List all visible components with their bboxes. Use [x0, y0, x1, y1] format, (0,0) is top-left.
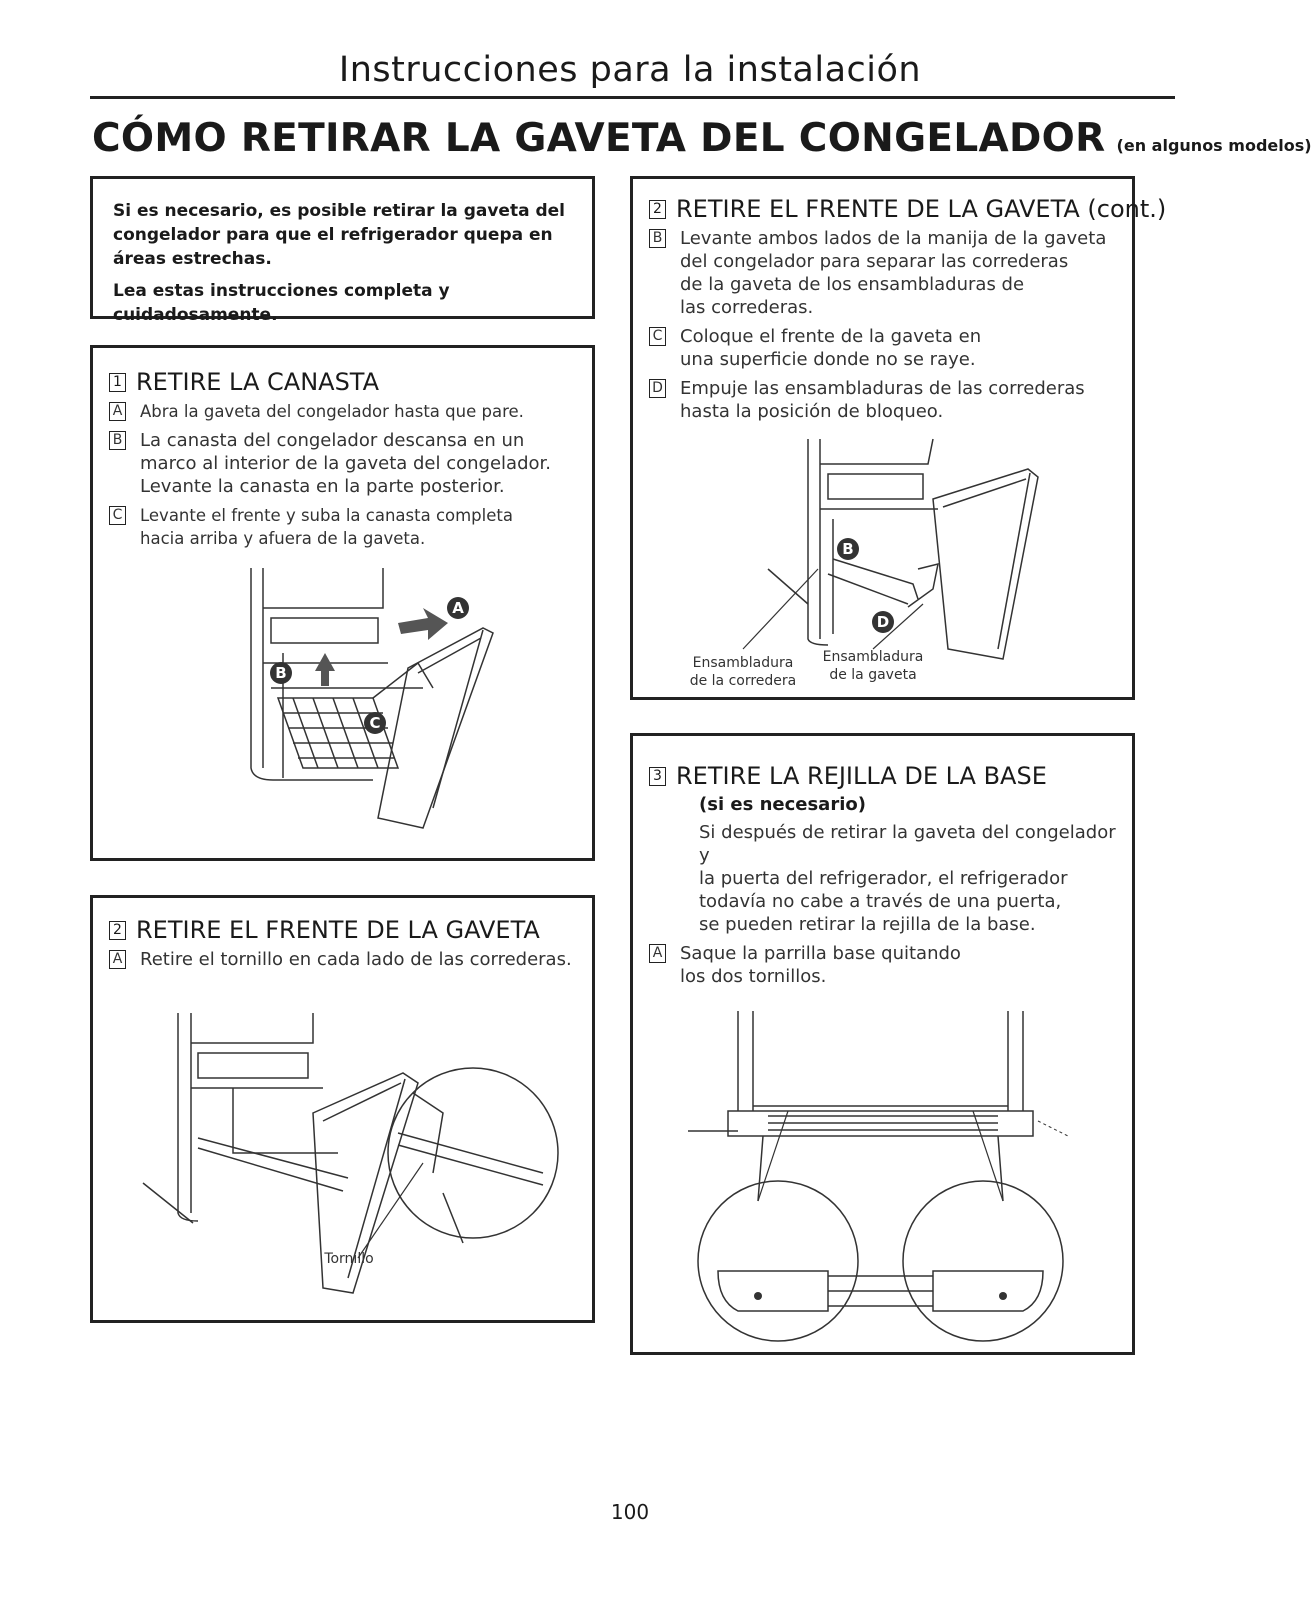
section-1-step-a [109, 400, 578, 423]
callout-b-label: B [842, 540, 854, 558]
intro-paragraph-1: Si es necesario, es posible retirar la gaveta del congelador para que el refrigerador quepa en áreas estrechas. [113, 201, 565, 269]
callout-b-label: B [275, 664, 287, 682]
step-text: Saque la parrilla base quitando los dos tornillos. [680, 943, 961, 987]
step-letter: A [649, 944, 666, 963]
slide-assembly-illustration [658, 439, 1098, 689]
basket-removal-illustration [223, 568, 523, 838]
step-letter: B [649, 229, 666, 248]
section-2-title [109, 916, 578, 944]
step-text: Empuje las ensambladuras de las correderas hasta la posición de bloqueo. [680, 378, 1085, 422]
section-2-box [90, 895, 595, 1323]
step-text: La canasta del congelador descansa en un marco al interior de la gaveta del congelador. Levante la canasta en la parte posterior. [140, 430, 551, 497]
callout-d-label: D [876, 613, 890, 631]
step-text: Levante ambos lados de la manija de la gaveta del congelador para separar las correderas de la gaveta de los ensambladuras de las correderas. [680, 228, 1107, 318]
step-letter: B [109, 431, 126, 450]
drawer-front-screw-illustration [143, 1013, 543, 1313]
section-3-title [649, 762, 1118, 790]
drawer-assembly-label-line-2: de la gaveta [829, 667, 917, 683]
section-3-step-a [649, 942, 1118, 988]
step-text: Retire el tornillo en cada lado de las correderas. [140, 949, 572, 970]
step-text: Coloque el frente de la gaveta en una superficie donde no se raye. [680, 326, 982, 370]
slide-assembly-label-line-2: de la corredera [689, 673, 797, 689]
step-letter: A [109, 402, 126, 421]
section-3-number: 3 [649, 767, 666, 786]
main-heading [92, 116, 1312, 161]
section-2-cont-box [630, 176, 1167, 700]
step-letter: C [649, 327, 666, 346]
header-rule [90, 96, 1175, 99]
intro-box [90, 176, 595, 325]
slide-assembly-label-line-1: Ensambladura [692, 655, 794, 671]
section-1-number: 1 [109, 373, 126, 392]
step-letter: A [109, 950, 126, 969]
section-3-subtitle: (si es necesario) [699, 794, 866, 815]
step-text: Abra la gaveta del congelador hasta que pare. [140, 402, 524, 421]
section-2-cont-step-c [649, 325, 1118, 371]
main-heading-title: CÓMO RETIRAR LA GAVETA DEL CONGELADOR [92, 116, 1106, 161]
section-1-title-text: RETIRE LA CANASTA [136, 368, 380, 396]
drawer-assembly-label-line-1: Ensambladura [822, 649, 924, 665]
section-1-title [109, 368, 578, 396]
section-2-cont-number: 2 [649, 200, 666, 219]
step-letter: D [649, 379, 666, 398]
section-1-box [90, 345, 595, 861]
section-1-step-c [109, 504, 578, 550]
section-2-cont-step-d [649, 377, 1118, 423]
callout-c-label: C [369, 714, 381, 732]
section-2-step-a [109, 948, 578, 971]
page-number: 100 [610, 1500, 650, 1524]
step-letter: C [109, 506, 126, 525]
callout-a-label: A [452, 599, 464, 617]
section-2-cont-step-b [649, 227, 1118, 319]
intro-paragraph-2: Lea estas instrucciones completa y cuidadosamente. [113, 281, 450, 325]
step-text: Levante el frente y suba la canasta completa hacia arriba y afuera de la gaveta. [140, 506, 513, 548]
screw-label: Tornillo [324, 1251, 374, 1267]
section-2-title-text: RETIRE EL FRENTE DE LA GAVETA [136, 916, 540, 944]
section-2-number: 2 [109, 921, 126, 940]
section-3-body: Si después de retirar la gaveta del congelador y la puerta del refrigerador, el refrigerador todavía no cabe a través de una puerta, se pueden retirar la rejilla de la base. [699, 822, 1116, 935]
section-2-cont-title-text: RETIRE EL FRENTE DE LA GAVETA (cont.) [676, 195, 1167, 223]
base-grille-illustration [678, 1011, 1098, 1341]
section-2-cont-title [649, 195, 1167, 223]
section-3-title-text: RETIRE LA REJILLA DE LA BASE [676, 762, 1047, 790]
section-3-box [630, 733, 1135, 1355]
section-1-step-b [109, 429, 578, 498]
main-heading-note: (en algunos modelos) [1116, 136, 1312, 155]
page-header-title: Instrucciones para la instalación [338, 50, 922, 90]
